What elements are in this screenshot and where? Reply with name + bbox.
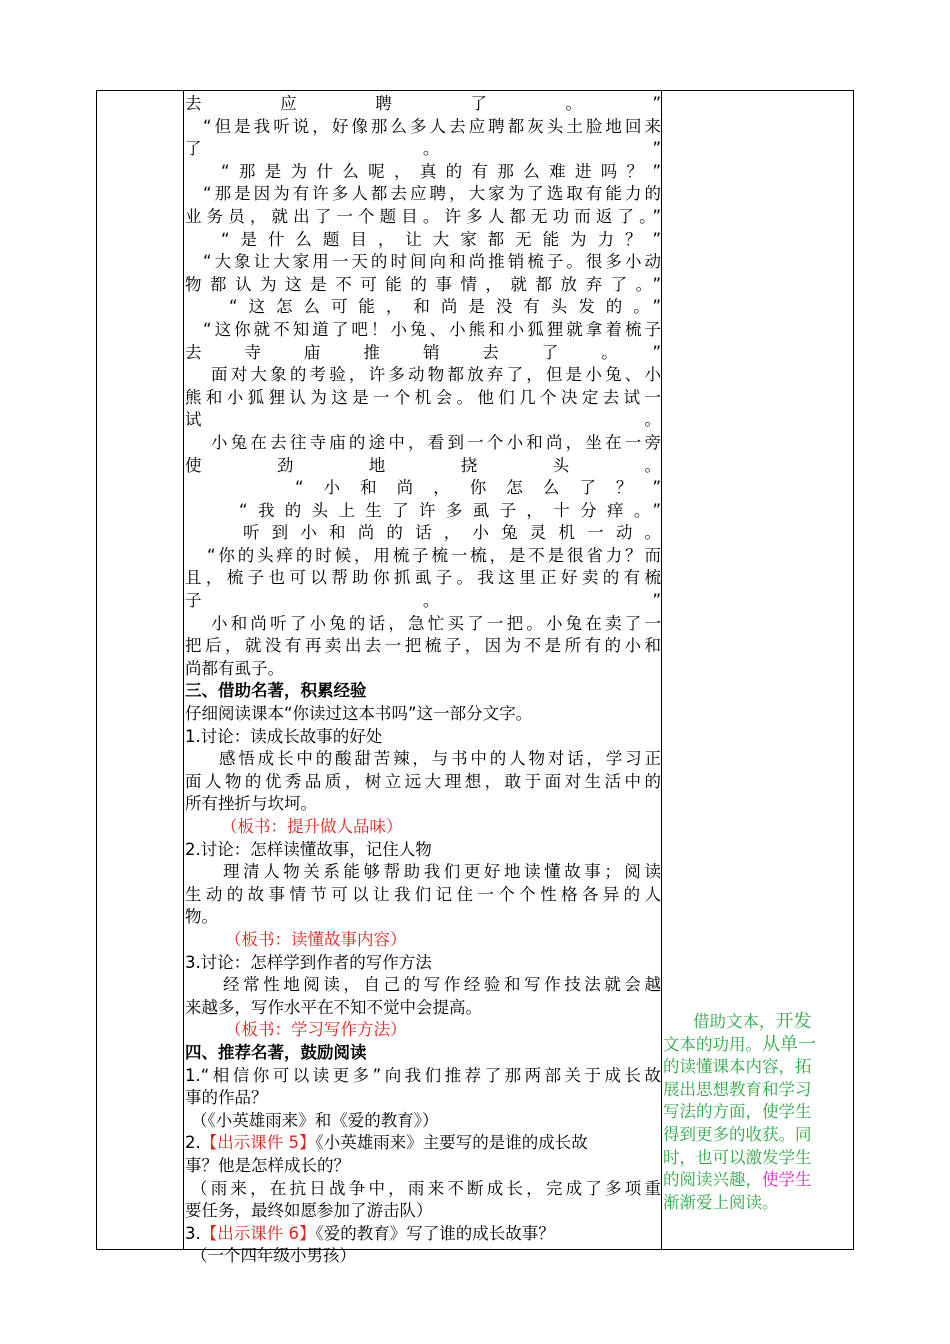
discussion-answer: 物。 — [185, 907, 218, 927]
courseware-tag: 【出示课件 6】 — [200, 1223, 316, 1243]
story-line: “那是因为有许多人都去应聘，大家为了选取有能力的 — [203, 184, 661, 204]
lesson-plan-table — [96, 90, 854, 1266]
story-line: 试。 — [185, 410, 661, 430]
discussion-question: 3.讨论：怎样学到作者的写作方法 — [185, 952, 432, 972]
story-line: 物都认为这是不可能的事情，就都放弃了。” — [185, 274, 661, 294]
story-line: 面对大象的考验，许多动物都放弃了，但是小兔、小 — [211, 365, 661, 385]
recommend-answer: （《小英雄雨来》和《爱的教育》） — [191, 1110, 439, 1130]
item-text: 《爱的教育》写了谁的成长故事？ — [315, 1223, 555, 1243]
note-line — [663, 1011, 849, 1034]
story-line: 子。” — [185, 591, 661, 611]
note-line: 展出思想教育和学习 — [663, 1079, 812, 1099]
section-intro: 仔细阅读课本“你读过这本书吗”这一部分文字。 — [185, 704, 533, 724]
discussion-answer: 所有挫折与坎坷。 — [185, 794, 317, 814]
design-intent-column — [663, 1011, 849, 1214]
story-line: 把后，就没有再卖出去一把梳子，因为不是所有的小和 — [185, 636, 661, 656]
discussion-answer: 经常性地阅读，自己的写作经验和写作技法就会越 — [223, 975, 661, 995]
note-text: 文本的功用。 — [663, 1034, 762, 1054]
story-line: 且，梳子也可以帮助你抓虱子。我这里正好卖的有梳 — [185, 568, 661, 588]
blackboard-note: （板书：读懂故事内容） — [225, 929, 407, 949]
story-line: 小和尚听了小兔的话，急忙买了一把。小兔在卖了一 — [211, 613, 661, 633]
story-line: “大象让大家用一天的时间向和尚推销梳子。很多小动 — [203, 252, 661, 272]
story-line: “小和尚，你怎么了？” — [295, 478, 661, 498]
note-text: 从单一 — [762, 1033, 816, 1055]
story-line: 熊和小狐狸认为这是一个机会。他们几个决定去试一 — [185, 387, 661, 407]
blackboard-note: （板书：学习写作方法） — [225, 1020, 407, 1040]
column-divider — [661, 91, 662, 1249]
note-line: 渐渐爱上阅读。 — [663, 1192, 779, 1212]
story-line: “这你就不知道了吧！小兔、小熊和小狐狸就拿着梳子 — [203, 319, 661, 339]
story-line: 听到小和尚的话，小兔灵机一动。 — [243, 523, 661, 543]
story-line: 尚都有虱子。 — [185, 658, 284, 678]
recommend-answer: 要任务，最终如愿参加了游击队） — [185, 1201, 433, 1221]
discussion-answer: 生动的故事情节可以让我们记住一个个性格各异的人 — [185, 884, 661, 904]
note-line: 写法的方面，使学生 — [663, 1102, 812, 1122]
story-line: 使劲地挠头。 — [185, 455, 661, 475]
story-line: “但是我听说，好像那么多人去应聘都灰头土脸地回来 — [203, 116, 661, 136]
story-line: “是什么题目，让大家都无能为力？” — [221, 229, 661, 249]
story-line: “这怎么可能，和尚是没有头发的。” — [229, 297, 661, 317]
note-text: 开发 — [775, 1011, 812, 1032]
item-number: 3. — [185, 1223, 201, 1243]
discussion-answer: 感悟成长中的酸甜苦辣，与书中的人物对话，学习正 — [219, 749, 661, 769]
story-line: “我的头上生了许多虱子，十分痒。” — [239, 500, 661, 520]
blackboard-note: （板书：提升做人品味） — [221, 817, 403, 836]
story-line: “你的头痒的时候，用梳子梳一梳，是不是很省力？而 — [207, 545, 661, 565]
story-line: “那是为什么呢，真的有那么难进吗？” — [221, 161, 661, 181]
recommend-item: 1.“相信你可以读更多”向我们推荐了那两部关于成长故 — [185, 1065, 661, 1085]
discussion-answer: 来越多，写作水平在不知不觉中会提高。 — [185, 997, 482, 1017]
recommend-item — [185, 1132, 661, 1155]
recommend-item: 事的作品？ — [185, 1088, 268, 1108]
section-heading: 四、推荐名著，鼓励阅读 — [185, 1042, 367, 1062]
discussion-answer: 面人物的优秀品质，树立远大理想，敢于面对生活中的 — [185, 771, 661, 791]
note-line: 得到更多的收获。同 — [663, 1124, 812, 1144]
story-line: 小兔在去往寺庙的途中，看到一个小和尚，坐在一旁 — [211, 432, 661, 452]
lesson-content-column — [185, 91, 661, 1266]
note-line: 时，也可以激发学生 — [663, 1147, 812, 1167]
note-line: 的读懂课本内容，拓 — [663, 1057, 812, 1077]
courseware-tag: 【出示课件 5】 — [200, 1133, 316, 1153]
story-line: 去寺庙推销去了。” — [185, 342, 661, 362]
note-text: 使学生 — [762, 1170, 812, 1190]
note-line — [663, 1169, 849, 1192]
story-line: 业务员，就出了一个题目。许多人都无功而返了。” — [185, 206, 661, 226]
recommend-item — [185, 1223, 661, 1246]
note-text: 的阅读兴趣， — [663, 1170, 762, 1190]
story-line: 去应聘了。” — [185, 94, 661, 113]
discussion-question: 1.讨论：读成长故事的好处 — [185, 726, 383, 746]
discussion-question: 2.讨论：怎样读懂故事，记住人物 — [185, 839, 432, 859]
column-divider — [183, 91, 184, 1249]
recommend-answer: （一个四年级小男孩） — [191, 1246, 356, 1266]
note-text: 借助文本， — [693, 1012, 776, 1031]
item-number: 2. — [185, 1133, 201, 1153]
note-line — [663, 1034, 849, 1057]
section-heading: 三、借助名著，积累经验 — [185, 681, 367, 701]
discussion-answer: 理清人物关系能够帮助我们更好地读懂故事；阅读 — [223, 862, 661, 882]
story-line: 了。” — [185, 139, 661, 159]
recommend-item: 事？他是怎样成长的？ — [185, 1155, 350, 1175]
item-text: 《小英雄雨来》主要写的是谁的成长故 — [315, 1133, 588, 1153]
recommend-answer: （雨来，在抗日战争中，雨来不断成长，完成了多项重 — [191, 1178, 661, 1198]
